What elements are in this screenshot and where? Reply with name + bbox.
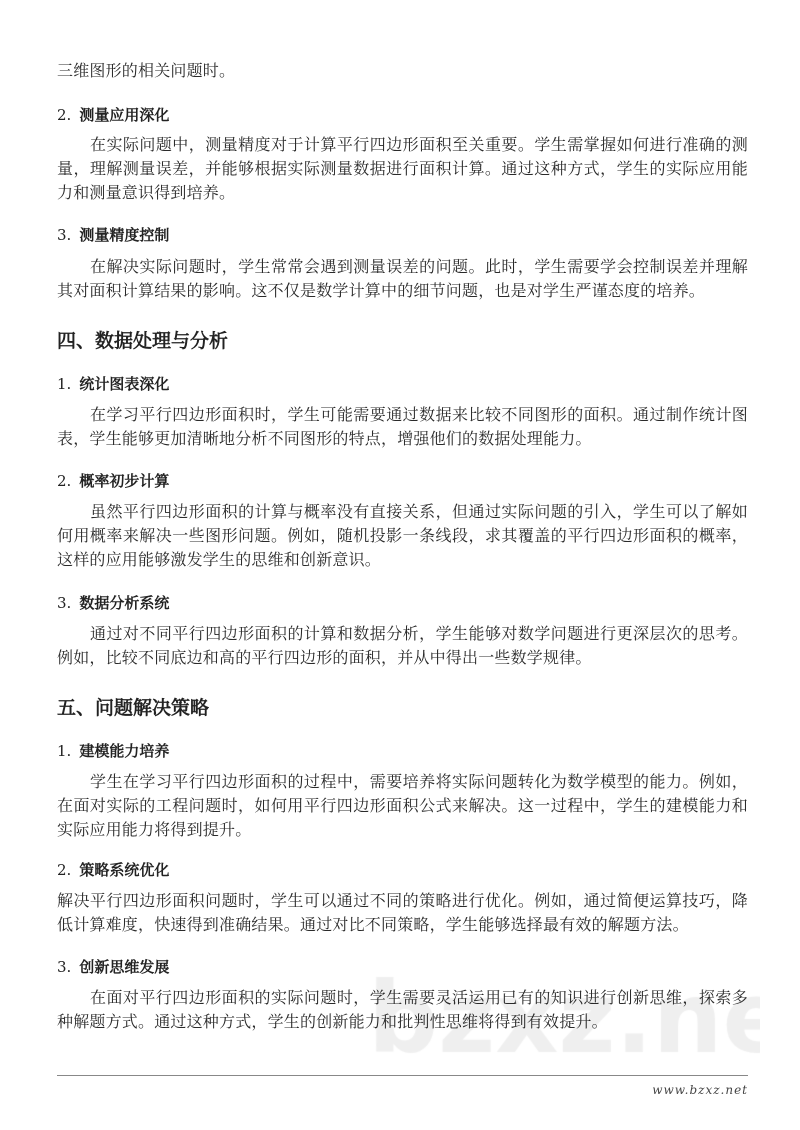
subsection-number: 1. bbox=[57, 742, 72, 760]
subsection-title: 数据分析系统 bbox=[79, 594, 170, 612]
paragraph-line: 表，学生能够更加清晰地分析不同图形的特点，增强他们的数据处理能力。 bbox=[57, 429, 592, 448]
paragraph-line: 在实际问题中，测量精度对于计算平行四边形面积至关重要。学生需掌握如何进行准确的测 bbox=[90, 135, 748, 154]
subsection-title: 概率初步计算 bbox=[79, 472, 170, 490]
subsection-title: 测量应用深化 bbox=[79, 106, 170, 124]
paragraph bbox=[57, 889, 748, 937]
subsection-title: 建模能力培养 bbox=[79, 742, 170, 760]
paragraph bbox=[57, 622, 748, 670]
paragraph-line: 虽然平行四边形面积的计算与概率没有直接关系，但通过实际问题的引入，学生可以了解如 bbox=[90, 502, 748, 521]
paragraph bbox=[57, 500, 748, 572]
subsection-title: 测量精度控制 bbox=[79, 226, 170, 244]
paragraph bbox=[57, 255, 748, 303]
paragraph-line: 在面对平行四边形面积的实际问题时，学生需要灵活运用已有的知识进行创新思维，探索多 bbox=[90, 988, 748, 1007]
paragraph-line: 量，理解测量误差，并能够根据实际测量数据进行面积计算。通过这种方式，学生的实际应用能 bbox=[57, 159, 748, 178]
footer-divider bbox=[57, 1075, 748, 1076]
footer-url: www.bzxz.net bbox=[652, 1083, 748, 1097]
paragraph-line: 通过对不同平行四边形面积的计算和数据分析，学生能够对数学问题进行更深层次的思考。 bbox=[90, 624, 748, 643]
section-heading: 四、数据处理与分析 bbox=[57, 330, 229, 352]
subsection-title: 创新思维发展 bbox=[79, 958, 170, 976]
subsection-number: 2. bbox=[57, 861, 72, 879]
subsection-heading bbox=[57, 956, 748, 978]
paragraph-line: 这样的应用能够激发学生的思维和创新意识。 bbox=[57, 550, 382, 569]
paragraph bbox=[57, 59, 748, 83]
paragraph-line: 低计算难度，快速得到准确结果。通过对比不同策略，学生能够选择最有效的解题方法。 bbox=[57, 915, 689, 934]
paragraph-line: 例如，比较不同底边和高的平行四边形的面积，并从中得出一些数学规律。 bbox=[57, 648, 592, 667]
paragraph bbox=[57, 986, 748, 1034]
paragraph-line: 在解决实际问题时，学生常常会遇到测量误差的问题。此时，学生需要学会控制误差并理解 bbox=[90, 257, 748, 276]
subsection-heading bbox=[57, 470, 748, 492]
subsection-number: 3. bbox=[57, 958, 72, 976]
paragraph-line: 何用概率来解决一些图形问题。例如，随机投影一条线段，求其覆盖的平行四边形面积的概率， bbox=[57, 526, 748, 545]
subsection-heading bbox=[57, 224, 748, 246]
subsection-number: 3. bbox=[57, 226, 72, 244]
paragraph bbox=[57, 770, 748, 842]
subsection-title: 统计图表深化 bbox=[79, 375, 170, 393]
paragraph bbox=[57, 133, 748, 205]
paragraph-line: 在学习平行四边形面积时，学生可能需要通过数据来比较不同图形的面积。通过制作统计图 bbox=[90, 405, 748, 424]
paragraph-line: 学生在学习平行四边形面积的过程中，需要培养将实际问题转化为数学模型的能力。例如， bbox=[90, 772, 748, 791]
subsection-number: 1. bbox=[57, 375, 72, 393]
paragraph-line: 解决平行四边形面积问题时，学生可以通过不同的策略进行优化。例如，通过简便运算技巧，降 bbox=[57, 891, 748, 910]
paragraph-line: 种解题方式。通过这种方式，学生的创新能力和批判性思维将得到有效提升。 bbox=[57, 1012, 608, 1031]
subsection-heading bbox=[57, 592, 748, 614]
paragraph-line: 其对面积计算结果的影响。这不仅是数学计算中的细节问题，也是对学生严谨态度的培养。 bbox=[57, 281, 706, 300]
subsection-title: 策略系统优化 bbox=[79, 861, 170, 879]
subsection-number: 2. bbox=[57, 472, 72, 490]
subsection-heading bbox=[57, 740, 748, 762]
subsection-heading bbox=[57, 104, 748, 126]
subsection-number: 2. bbox=[57, 106, 72, 124]
subsection-heading bbox=[57, 373, 748, 395]
paragraph-line: 在面对实际的工程问题时，如何用平行四边形面积公式来解决。这一过程中，学生的建模能力和 bbox=[57, 796, 748, 815]
paragraph-line: 实际应用能力将得到提升。 bbox=[57, 820, 252, 839]
section-heading: 五、问题解决策略 bbox=[57, 697, 210, 719]
paragraph-line: 力和测量意识得到培养。 bbox=[57, 183, 236, 202]
paragraph-line: 三维图形的相关问题时。 bbox=[57, 61, 236, 80]
subsection-heading bbox=[57, 859, 748, 881]
paragraph bbox=[57, 403, 748, 451]
subsection-number: 3. bbox=[57, 594, 72, 612]
